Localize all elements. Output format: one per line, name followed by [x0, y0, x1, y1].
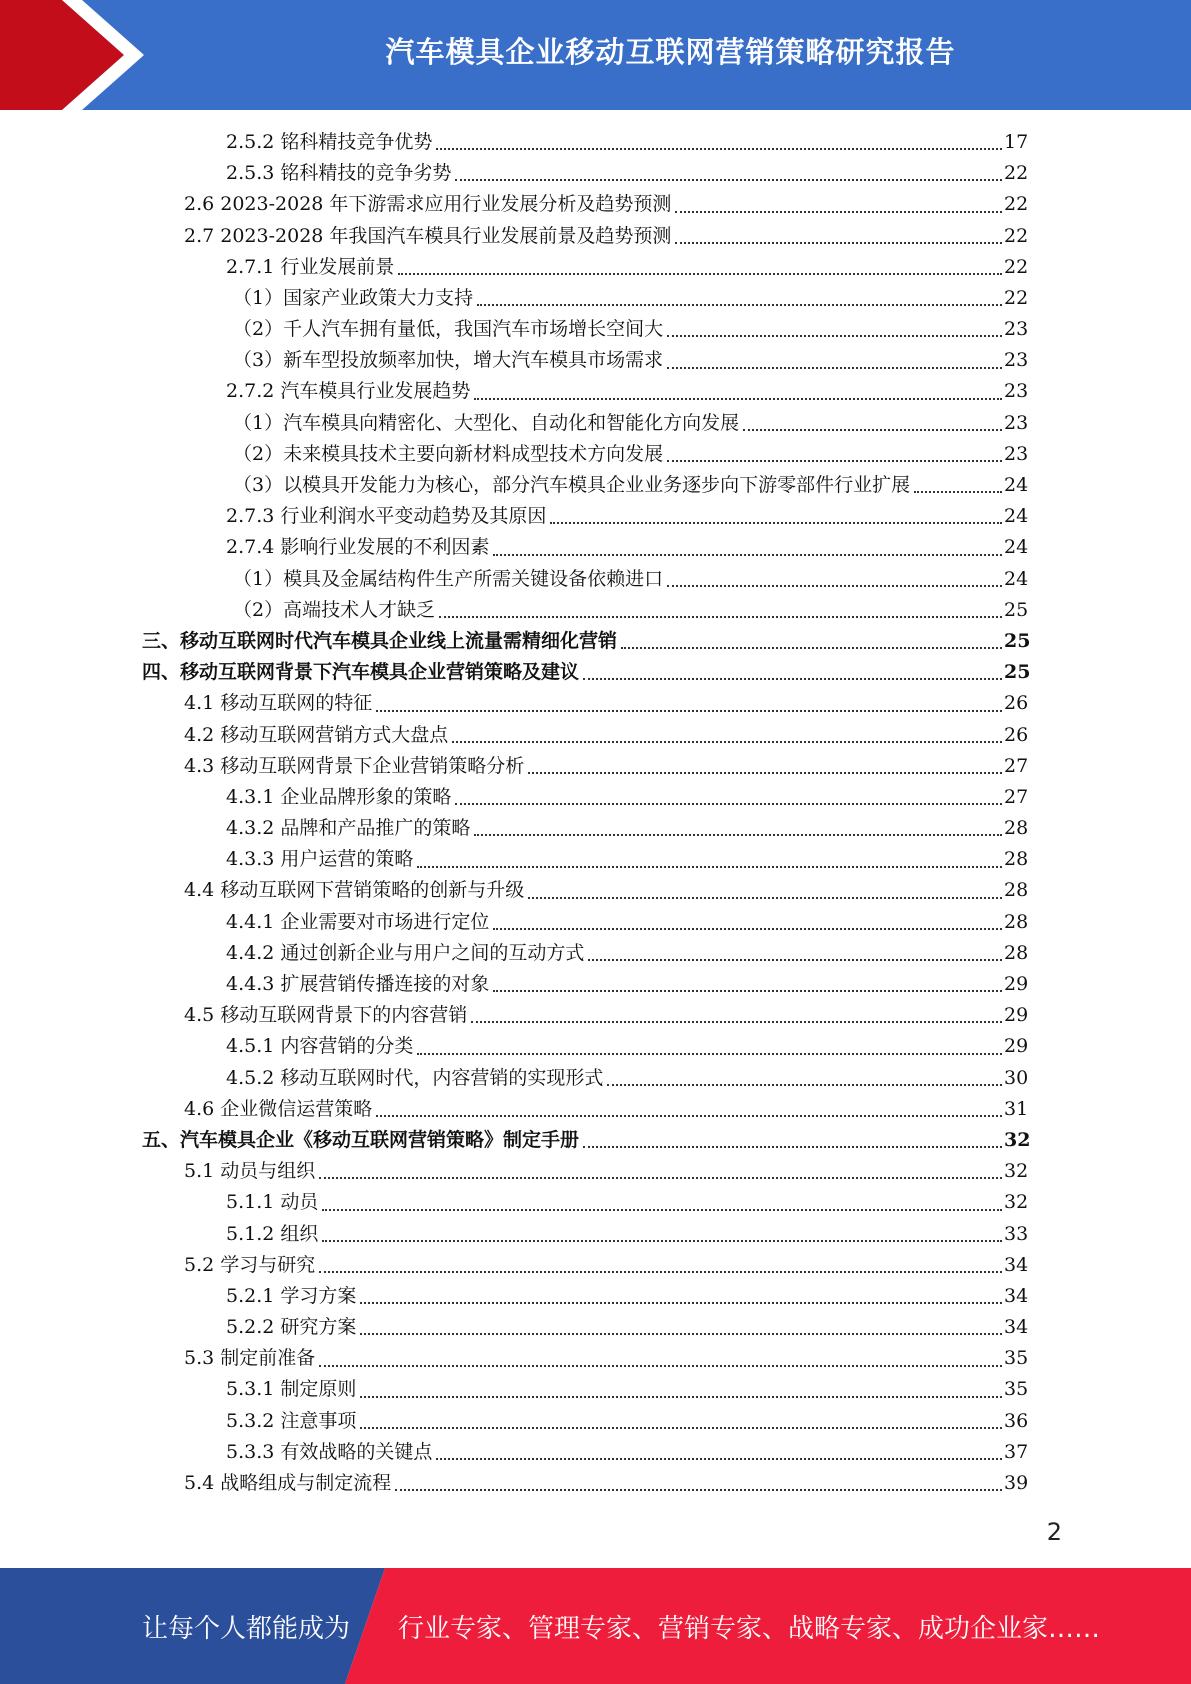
toc-entry-page: 29 — [1004, 1004, 1029, 1027]
toc-entry-title: 5.4 战略组成与制定流程 — [184, 1472, 392, 1495]
toc-entry-title: 4.4 移动互联网下营销策略的创新与升级 — [184, 879, 525, 902]
toc-entry-title: 5.3.2 注意事项 — [226, 1409, 357, 1432]
toc-entry-title: 5.3.3 有效战略的关键点 — [226, 1440, 433, 1463]
toc-entry-title: （1）模具及金属结构件生产所需关键设备依赖进口 — [233, 567, 664, 590]
toc-entry-page: 22 — [1004, 286, 1029, 309]
toc-dot-leader — [607, 1084, 1002, 1086]
toc-entry-title: 4.1 移动互联网的特征 — [184, 692, 373, 715]
page-header — [0, 0, 1191, 110]
toc-entry[interactable] — [0, 314, 1191, 345]
toc-entry-page: 22 — [1004, 193, 1029, 216]
toc-entry[interactable] — [0, 1125, 1191, 1156]
toc-dot-leader — [667, 335, 1002, 337]
toc-entry-title: 2.6 2023-2028 年下游需求应用行业发展分析及趋势预测 — [184, 193, 672, 216]
toc-entry-page: 23 — [1004, 411, 1029, 434]
table-of-contents — [0, 127, 1191, 1499]
toc-dot-leader — [398, 273, 1002, 275]
toc-entry[interactable] — [0, 1219, 1191, 1250]
toc-dot-leader — [360, 1396, 1002, 1398]
toc-entry-title: 4.4.3 扩展营销传播连接的对象 — [226, 973, 490, 996]
toc-entry[interactable] — [0, 969, 1191, 1000]
toc-entry[interactable] — [0, 1000, 1191, 1031]
toc-entry-title: 5.1.1 动员 — [226, 1191, 319, 1214]
toc-entry-title: 5.3 制定前准备 — [184, 1347, 316, 1370]
toc-entry[interactable] — [0, 1187, 1191, 1218]
header-chevron-decoration — [0, 0, 160, 110]
toc-dot-leader — [583, 678, 1002, 680]
toc-dot-leader — [471, 1021, 1002, 1023]
toc-entry-page: 22 — [1004, 162, 1029, 185]
page-number: 2 — [1046, 1518, 1062, 1546]
toc-entry-title: （3）新车型投放频率加快，增大汽车模具市场需求 — [233, 349, 664, 372]
toc-entry-title: 4.3.1 企业品牌形象的策略 — [226, 785, 452, 808]
toc-entry-page: 35 — [1004, 1378, 1029, 1401]
toc-entry-page: 24 — [1004, 567, 1029, 590]
toc-entry[interactable] — [0, 751, 1191, 782]
toc-entry[interactable] — [0, 1156, 1191, 1187]
toc-entry-title: 三、移动互联网时代汽车模具企业线上流量需精细化营销 — [142, 629, 618, 652]
toc-entry-title: （1）国家产业政策大力支持 — [233, 286, 474, 309]
toc-dot-leader — [417, 866, 1002, 868]
toc-dot-leader — [550, 522, 1002, 524]
toc-entry-page: 36 — [1004, 1409, 1029, 1432]
toc-dot-leader — [376, 1115, 1002, 1117]
toc-entry[interactable] — [0, 377, 1191, 408]
footer-slogan-right: 行业专家、管理专家、营销专家、战略专家、成功企业家…… — [398, 1613, 1101, 1644]
toc-entry-page: 22 — [1004, 224, 1029, 247]
toc-entry-title: 4.5 移动互联网背景下的内容营销 — [184, 1004, 468, 1027]
toc-entry-title: 2.7.3 行业利润水平变动趋势及其原因 — [226, 505, 547, 528]
toc-entry[interactable] — [0, 1375, 1191, 1406]
toc-entry[interactable] — [0, 782, 1191, 813]
toc-entry-title: 2.7 2023-2028 年我国汽车模具行业发展前景及趋势预测 — [184, 224, 672, 247]
toc-entry[interactable] — [0, 564, 1191, 595]
toc-entry-page: 23 — [1004, 442, 1029, 465]
toc-entry[interactable] — [0, 813, 1191, 844]
toc-entry-title: 四、移动互联网背景下汽车模具企业营销策略及建议 — [142, 661, 580, 684]
toc-entry[interactable] — [0, 1281, 1191, 1312]
toc-entry-page: 32 — [1004, 1191, 1029, 1214]
toc-entry-page: 28 — [1004, 941, 1029, 964]
toc-entry-title: （2）千人汽车拥有量低，我国汽车市场增长空间大 — [233, 318, 664, 341]
toc-entry-page: 25 — [1004, 598, 1029, 621]
toc-entry-title: 4.5.1 内容营销的分类 — [226, 1035, 414, 1058]
toc-entry-title: 4.4.1 企业需要对市场进行定位 — [226, 910, 490, 933]
toc-entry[interactable] — [0, 252, 1191, 283]
report-title: 汽车模具企业移动互联网营销策略研究报告 — [385, 34, 956, 69]
toc-entry[interactable] — [0, 408, 1191, 439]
toc-entry-title: 五、汽车模具企业《移动互联网营销策略》制定手册 — [142, 1128, 580, 1151]
toc-entry-page: 39 — [1004, 1472, 1029, 1495]
toc-entry[interactable] — [0, 1031, 1191, 1062]
toc-entry[interactable] — [0, 1343, 1191, 1374]
toc-entry-title: 5.2.2 研究方案 — [226, 1316, 357, 1339]
toc-entry[interactable] — [0, 532, 1191, 563]
toc-entry-title: 4.3.2 品牌和产品推广的策略 — [226, 817, 471, 840]
toc-entry-page: 31 — [1004, 1097, 1029, 1120]
toc-dot-leader — [528, 897, 1002, 899]
toc-dot-leader — [436, 148, 1002, 150]
toc-entry[interactable] — [0, 1437, 1191, 1468]
toc-dot-leader — [322, 1240, 1002, 1242]
toc-entry[interactable] — [0, 345, 1191, 376]
toc-entry-title: （1）汽车模具向精密化、大型化、自动化和智能化方向发展 — [233, 411, 740, 434]
toc-dot-leader — [455, 179, 1002, 181]
toc-entry[interactable] — [0, 1406, 1191, 1437]
toc-entry[interactable] — [0, 844, 1191, 875]
toc-entry-title: 5.2 学习与研究 — [184, 1253, 316, 1276]
toc-entry-page: 30 — [1004, 1066, 1029, 1089]
toc-entry-title: 5.1.2 组织 — [226, 1222, 319, 1245]
toc-entry-title: 5.1 动员与组织 — [184, 1160, 316, 1183]
toc-dot-leader — [493, 990, 1002, 992]
toc-entry-title: 2.7.2 汽车模具行业发展趋势 — [226, 380, 471, 403]
toc-entry[interactable] — [0, 283, 1191, 314]
toc-dot-leader — [360, 1302, 1002, 1304]
toc-dot-leader — [319, 1177, 1002, 1179]
toc-entry[interactable] — [0, 189, 1191, 220]
toc-entry-page: 32 — [1004, 1128, 1031, 1151]
toc-entry-title: （2）未来模具技术主要向新材料成型技术方向发展 — [233, 442, 664, 465]
toc-dot-leader — [477, 304, 1002, 306]
toc-entry-page: 34 — [1004, 1316, 1029, 1339]
toc-entry-page: 23 — [1004, 318, 1029, 341]
toc-entry[interactable] — [0, 1063, 1191, 1094]
toc-entry-page: 28 — [1004, 879, 1029, 902]
toc-entry-title: （3）以模具开发能力为核心，部分汽车模具企业业务逐步向下游零部件行业扩展 — [233, 474, 911, 497]
toc-dot-leader — [667, 460, 1002, 462]
toc-dot-leader — [439, 616, 1002, 618]
toc-entry-page: 28 — [1004, 848, 1029, 871]
toc-dot-leader — [743, 429, 1002, 431]
toc-dot-leader — [675, 242, 1002, 244]
toc-dot-leader — [360, 1427, 1002, 1429]
toc-entry[interactable] — [0, 470, 1191, 501]
toc-entry-title: 4.3 移动互联网背景下企业营销策略分析 — [184, 754, 525, 777]
toc-entry-page: 34 — [1004, 1253, 1029, 1276]
toc-dot-leader — [436, 1458, 1002, 1460]
toc-dot-leader — [376, 710, 1002, 712]
toc-entry-page: 28 — [1004, 910, 1029, 933]
toc-entry[interactable] — [0, 876, 1191, 907]
toc-entry-title: 2.7.4 影响行业发展的不利因素 — [226, 536, 490, 559]
toc-dot-leader — [474, 398, 1002, 400]
toc-entry-title: 4.4.2 通过创新企业与用户之间的互动方式 — [226, 941, 585, 964]
toc-entry-title: 4.5.2 移动互联网时代，内容营销的实现形式 — [226, 1066, 604, 1089]
toc-entry[interactable] — [0, 688, 1191, 719]
toc-dot-leader — [319, 1271, 1002, 1273]
toc-entry[interactable] — [0, 158, 1191, 189]
toc-entry[interactable] — [0, 938, 1191, 969]
toc-dot-leader — [493, 554, 1002, 556]
toc-entry-page: 17 — [1004, 130, 1029, 153]
toc-dot-leader — [493, 928, 1002, 930]
toc-entry-title: 2.5.2 铭科精技竞争优势 — [226, 130, 433, 153]
toc-entry[interactable] — [0, 657, 1191, 688]
toc-dot-leader — [583, 1146, 1002, 1148]
toc-entry[interactable] — [0, 1312, 1191, 1343]
toc-entry-page: 26 — [1004, 692, 1029, 715]
toc-dot-leader — [455, 803, 1002, 805]
toc-entry-title: 4.3.3 用户运营的策略 — [226, 848, 414, 871]
toc-entry-page: 35 — [1004, 1347, 1029, 1370]
toc-entry[interactable] — [0, 907, 1191, 938]
toc-entry[interactable] — [0, 1094, 1191, 1125]
toc-dot-leader — [319, 1365, 1002, 1367]
toc-entry-page: 33 — [1004, 1222, 1029, 1245]
toc-entry-page: 24 — [1004, 536, 1029, 559]
toc-dot-leader — [322, 1209, 1002, 1211]
toc-dot-leader — [528, 772, 1002, 774]
toc-dot-leader — [667, 367, 1002, 369]
toc-entry-page: 24 — [1004, 474, 1029, 497]
toc-entry[interactable] — [0, 595, 1191, 626]
toc-entry-page: 32 — [1004, 1160, 1029, 1183]
toc-entry-page: 28 — [1004, 817, 1029, 840]
toc-entry[interactable] — [0, 127, 1191, 158]
toc-entry[interactable] — [0, 221, 1191, 252]
toc-dot-leader — [621, 647, 1002, 649]
toc-entry-page: 23 — [1004, 349, 1029, 372]
toc-entry-page: 25 — [1004, 661, 1031, 684]
toc-entry-title: 4.2 移动互联网营销方式大盘点 — [184, 723, 449, 746]
toc-dot-leader — [588, 959, 1002, 961]
toc-dot-leader — [914, 491, 1002, 493]
toc-dot-leader — [667, 585, 1002, 587]
toc-entry-page: 29 — [1004, 1035, 1029, 1058]
toc-entry[interactable] — [0, 1250, 1191, 1281]
toc-entry-title: 2.7.1 行业发展前景 — [226, 255, 395, 278]
toc-entry[interactable] — [0, 626, 1191, 657]
toc-entry-page: 25 — [1004, 629, 1031, 652]
toc-entry[interactable] — [0, 501, 1191, 532]
toc-entry[interactable] — [0, 720, 1191, 751]
toc-dot-leader — [452, 741, 1002, 743]
toc-dot-leader — [360, 1333, 1002, 1335]
toc-entry-page: 37 — [1004, 1440, 1029, 1463]
toc-entry-page: 27 — [1004, 754, 1029, 777]
footer-slogan-left: 让每个人都能成为 — [142, 1613, 351, 1644]
toc-entry[interactable] — [0, 439, 1191, 470]
toc-entry-page: 24 — [1004, 505, 1029, 528]
toc-entry-page: 27 — [1004, 785, 1029, 808]
toc-entry-page: 23 — [1004, 380, 1029, 403]
page-footer — [0, 1568, 1191, 1684]
toc-dot-leader — [395, 1489, 1002, 1491]
toc-entry-page: 29 — [1004, 973, 1029, 996]
toc-entry-page: 26 — [1004, 723, 1029, 746]
toc-dot-leader — [474, 834, 1002, 836]
toc-dot-leader — [417, 1053, 1002, 1055]
toc-entry-page: 22 — [1004, 255, 1029, 278]
toc-entry-title: 2.5.3 铭科精技的竞争劣势 — [226, 162, 452, 185]
toc-entry-title: 5.3.1 制定原则 — [226, 1378, 357, 1401]
toc-entry-title: （2）高端技术人才缺乏 — [233, 598, 436, 621]
toc-dot-leader — [675, 211, 1002, 213]
toc-entry-title: 5.2.1 学习方案 — [226, 1284, 357, 1307]
toc-entry-page: 34 — [1004, 1284, 1029, 1307]
toc-entry-title: 4.6 企业微信运营策略 — [184, 1097, 373, 1120]
toc-entry[interactable] — [0, 1468, 1191, 1499]
